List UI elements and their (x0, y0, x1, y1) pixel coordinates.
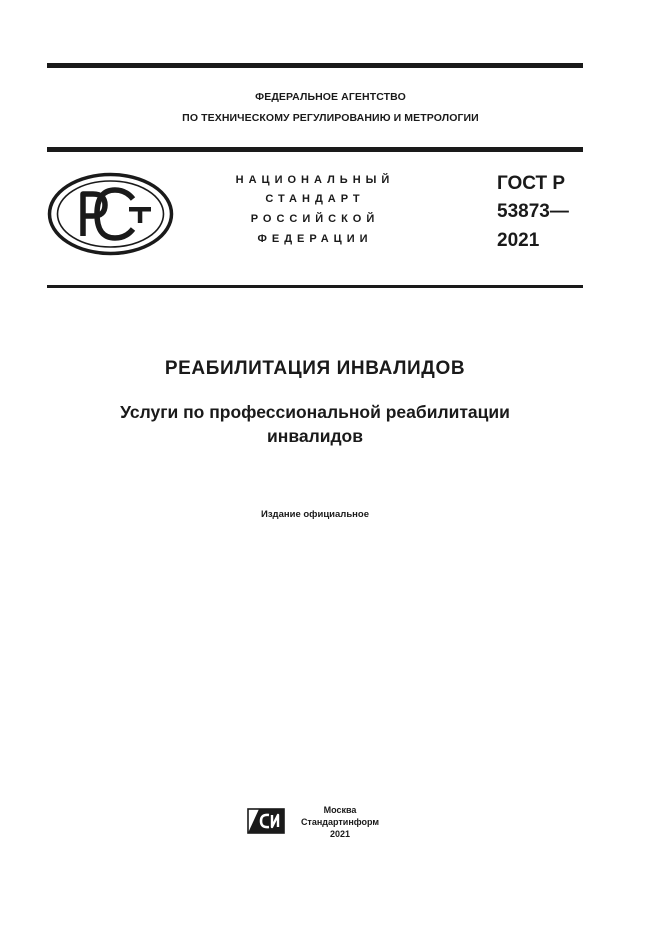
bottom-rule (47, 285, 583, 288)
designation-line-3: 2021 (497, 230, 540, 251)
agency-name-line-1: ФЕДЕРАЛЬНОЕ АГЕНТСТВО (255, 91, 406, 103)
edition-label: Издание официальное (261, 509, 369, 520)
agency-name-line-2: ПО ТЕХНИЧЕСКОМУ РЕГУЛИРОВАНИЮ И МЕТРОЛОГИИ (182, 112, 479, 124)
standard-type-line-2: СТАНДАРТ (265, 193, 365, 205)
gost-r-certification-mark-icon (47, 172, 174, 256)
standartinform-logo-icon (247, 808, 285, 834)
designation-line-1: ГОСТ Р (497, 173, 566, 194)
middle-rule (47, 147, 583, 152)
standard-type-line-3: РОССИЙСКОЙ (250, 213, 380, 225)
standard-type-line-4: ФЕДЕРАЦИИ (257, 233, 373, 245)
standard-type-line-1: НАЦИОНАЛЬНЫЙ (235, 174, 395, 186)
document-subtitle-line-1: Услуги по профессиональной реабилитации (120, 402, 510, 422)
publisher-city: Москва (323, 805, 357, 815)
document-title: РЕАБИЛИТАЦИЯ ИНВАЛИДОВ (164, 358, 466, 379)
designation-line-2: 53873— (497, 201, 569, 222)
document-subtitle-line-2: инвалидов (266, 426, 364, 446)
publisher-year: 2021 (329, 829, 351, 839)
publisher-name: Стандартинформ (300, 817, 380, 827)
top-rule (47, 63, 583, 68)
